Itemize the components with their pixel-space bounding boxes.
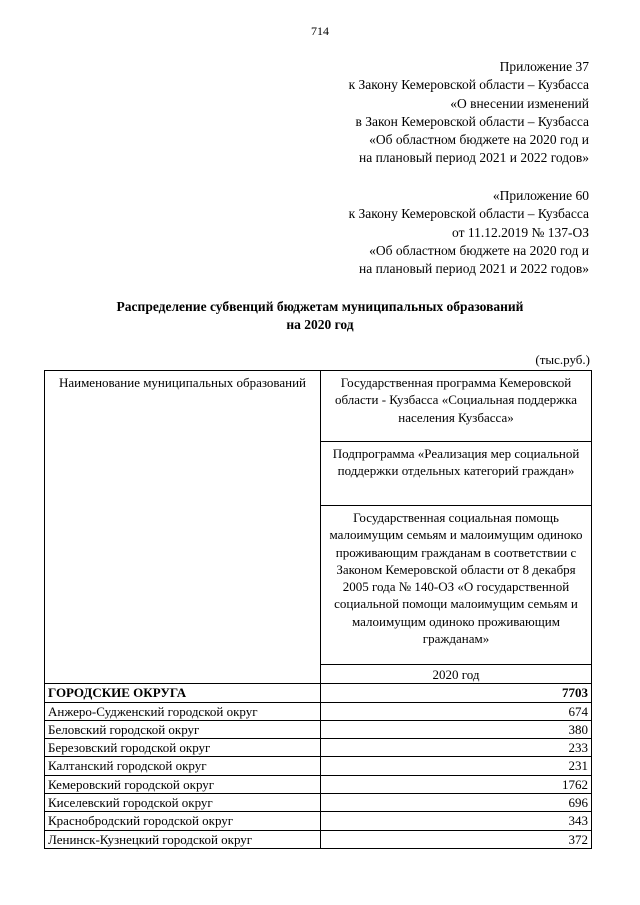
subvention-table bbox=[44, 370, 592, 849]
page-number: 714 bbox=[311, 24, 329, 38]
appendix-line: Приложение 37 bbox=[499, 59, 589, 74]
municipality-name: Кемеровский городской округ bbox=[45, 775, 321, 793]
header-measure: Государственная социальная помощь малоимущим семьям и малоимущим одиноко проживающим гражданам в соответствии с Законом Кемеровской области от 8 декабря 2005 года № 140-ОЗ «О государственной социальной помощи малоимущим семьям и малоимущим одиноко проживающим гражданам» bbox=[321, 506, 592, 665]
municipality-name: Ленинск-Кузнецкий городской округ bbox=[45, 830, 321, 848]
header-row bbox=[45, 371, 592, 442]
table-row bbox=[45, 739, 592, 757]
table-row bbox=[45, 702, 592, 720]
subvention-value: 372 bbox=[321, 830, 592, 848]
appendix-line: «Об областном бюджете на 2020 год и bbox=[369, 242, 589, 258]
original-appendix-block bbox=[349, 187, 589, 278]
table-row bbox=[45, 720, 592, 738]
appendix-line: «О внесении изменений bbox=[450, 95, 589, 111]
appendix-line: к Закону Кемеровской области – Кузбасса bbox=[348, 77, 589, 93]
municipality-name: Беловский городской округ bbox=[45, 720, 321, 738]
table-row bbox=[45, 812, 592, 830]
municipality-name: Киселевский городской округ bbox=[45, 794, 321, 812]
municipality-name: Краснобродский городской округ bbox=[45, 812, 321, 830]
table-row bbox=[45, 830, 592, 848]
group-name: ГОРОДСКИЕ ОКРУГА bbox=[45, 684, 321, 702]
table-row bbox=[45, 757, 592, 775]
subvention-value: 380 bbox=[321, 720, 592, 738]
subvention-value: 233 bbox=[321, 739, 592, 757]
table-group-row bbox=[45, 684, 592, 702]
group-value: 7703 bbox=[321, 684, 592, 702]
municipality-name: Анжеро-Судженский городской округ bbox=[45, 702, 321, 720]
title-line-1: Распределение субвенций бюджетам муниципальных образований bbox=[116, 299, 524, 314]
document-title bbox=[0, 298, 640, 334]
subvention-value: 343 bbox=[321, 812, 592, 830]
appendix-line: «Об областном бюджете на 2020 год и bbox=[369, 132, 589, 148]
subvention-value: 674 bbox=[321, 702, 592, 720]
appendix-line: на плановый период 2021 и 2022 годов» bbox=[358, 150, 589, 166]
units-label: (тыс.руб.) bbox=[535, 352, 590, 367]
table-row bbox=[45, 794, 592, 812]
subvention-value: 1762 bbox=[321, 775, 592, 793]
subvention-value: 231 bbox=[321, 757, 592, 775]
municipality-name: Березовский городской округ bbox=[45, 739, 321, 757]
title-line-2: на 2020 год bbox=[286, 317, 354, 332]
appendix-line: к Закону Кемеровской области – Кузбасса bbox=[348, 206, 589, 222]
table-row bbox=[45, 775, 592, 793]
header-year: 2020 год bbox=[321, 665, 592, 684]
appendix-line: на плановый период 2021 и 2022 годов» bbox=[358, 261, 589, 277]
header-name-column: Наименование муниципальных образований bbox=[45, 371, 321, 684]
appendix-line: от 11.12.2019 № 137-ОЗ bbox=[452, 224, 589, 240]
header-program: Государственная программа Кемеровской области - Кузбасса «Социальная поддержка населения Кузбасса» bbox=[321, 371, 592, 442]
header-subprogram: Подпрограмма «Реализация мер социальной поддержки отдельных категорий граждан» bbox=[321, 442, 592, 506]
appendix-line: «Приложение 60 bbox=[492, 188, 589, 203]
subvention-value: 696 bbox=[321, 794, 592, 812]
appendix-line: в Закон Кемеровской области – Кузбасса bbox=[355, 113, 589, 129]
municipality-name: Калтанский городской округ bbox=[45, 757, 321, 775]
appendix-reference-block bbox=[349, 58, 589, 168]
